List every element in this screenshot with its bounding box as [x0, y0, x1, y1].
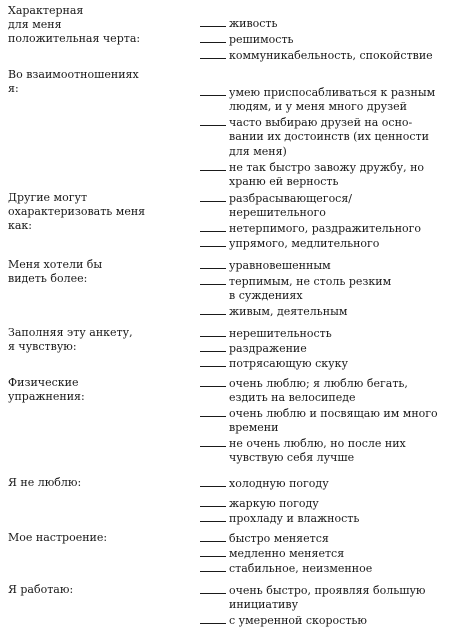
answer-text: уравновешенным [229, 259, 331, 272]
answer-text: нерешительность [229, 327, 332, 340]
answer-blank[interactable] [200, 115, 226, 126]
answer-blank[interactable] [200, 258, 226, 269]
answer-blank[interactable] [200, 191, 226, 202]
answer-blank[interactable] [200, 376, 226, 387]
answer-blank[interactable] [200, 32, 226, 43]
answer-blank[interactable] [200, 613, 226, 624]
answer-blank[interactable] [200, 561, 226, 572]
answer-option[interactable] [200, 376, 408, 391]
answer-text-cont: нерешительного [229, 206, 326, 219]
answer-blank[interactable] [200, 160, 226, 171]
answer-text-cont: людям, и у меня много друзей [229, 100, 407, 113]
answer-text: решимость [229, 33, 294, 46]
question-label-8: Мое настроение: [8, 531, 108, 544]
question-label-5: Заполняя эту анкету, я чувствую: [8, 326, 133, 353]
answer-option[interactable] [200, 496, 319, 511]
answer-text: стабильное, неизменное [229, 562, 373, 575]
question-label-3: Другие могут охарактеризовать меня как: [8, 191, 146, 232]
answer-text-cont: храню ей верность [229, 175, 339, 188]
answer-option[interactable] [200, 613, 367, 628]
answer-blank[interactable] [200, 531, 226, 542]
answer-text: прохладу и влажность [229, 512, 360, 525]
answer-text: с умеренной скоростью [229, 614, 367, 627]
answer-option[interactable] [200, 274, 391, 289]
answer-text: очень люблю; я люблю бегать, [229, 377, 408, 390]
answer-blank[interactable] [200, 341, 226, 352]
answer-text: живым, деятельным [229, 305, 348, 318]
answer-text: упрямого, медлительного [229, 237, 380, 250]
question-label-9: Я работаю: [8, 583, 74, 596]
answer-text: коммуникабельность, спокойствие [229, 49, 433, 62]
answer-text: живость [229, 17, 278, 30]
answer-text-cont: в суждениях [229, 289, 303, 302]
answer-text: очень люблю и посвящаю им много [229, 407, 438, 420]
answer-option[interactable] [200, 436, 406, 451]
answer-text-cont: вании их достоинств (их ценности [229, 130, 429, 143]
answer-text: не так быстро завожу дружбу, но [229, 161, 425, 174]
answer-option[interactable] [200, 561, 372, 576]
answer-blank[interactable] [200, 85, 226, 96]
answer-text: часто выбираю друзей на осно- [229, 116, 413, 129]
answer-option[interactable] [200, 511, 359, 526]
answer-option[interactable] [200, 160, 424, 175]
answer-blank[interactable] [200, 48, 226, 59]
answer-option[interactable] [200, 221, 421, 236]
answer-blank[interactable] [200, 546, 226, 557]
answer-text-cont: чувствую себя лучше [229, 451, 355, 464]
answer-text: умею приспосабливаться к разным [229, 86, 436, 99]
answer-option[interactable] [200, 258, 331, 273]
answer-blank[interactable] [200, 274, 226, 285]
answer-text: жаркую погоду [229, 497, 319, 510]
answer-blank[interactable] [200, 304, 226, 315]
answer-option[interactable] [200, 48, 433, 63]
answer-blank[interactable] [200, 476, 226, 487]
answer-option[interactable] [200, 546, 344, 561]
question-label-4: Меня хотели бы видеть более: [8, 258, 103, 285]
answer-blank[interactable] [200, 436, 226, 447]
answer-blank[interactable] [200, 356, 226, 367]
answer-text: медленно меняется [229, 547, 345, 560]
answer-text: нетерпимого, раздражительного [229, 222, 422, 235]
answer-text-cont: для меня) [229, 145, 287, 158]
answer-option[interactable] [200, 406, 438, 421]
answer-option[interactable] [200, 191, 352, 206]
answer-blank[interactable] [200, 236, 226, 247]
answer-text: разбрасывающегося/ [229, 192, 352, 205]
answer-option[interactable] [200, 356, 348, 371]
answer-text: быстро меняется [229, 532, 329, 545]
answer-option[interactable] [200, 85, 435, 100]
answer-blank[interactable] [200, 511, 226, 522]
answer-blank[interactable] [200, 326, 226, 337]
answer-blank[interactable] [200, 496, 226, 507]
answer-blank[interactable] [200, 583, 226, 594]
answer-text: очень быстро, проявляя большую [229, 584, 426, 597]
answer-option[interactable] [200, 583, 426, 598]
answer-option[interactable] [200, 115, 412, 130]
answer-blank[interactable] [200, 406, 226, 417]
answer-blank[interactable] [200, 16, 226, 27]
answer-text: раздражение [229, 342, 307, 355]
answer-text-cont: времени [229, 421, 279, 434]
question-label-1: Характерная для меня положительная черта: [8, 4, 141, 45]
answer-option[interactable] [200, 236, 379, 251]
answer-blank[interactable] [200, 221, 226, 232]
answer-option[interactable] [200, 326, 332, 341]
question-label-2: Во взаимоотношениях я: [8, 68, 139, 95]
question-label-6: Физические упражнения: [8, 376, 85, 403]
answer-text: не очень люблю, но после них [229, 437, 406, 450]
answer-text: потрясающую скуку [229, 357, 348, 370]
question-label-7: Я не люблю: [8, 476, 82, 489]
answer-option[interactable] [200, 32, 294, 47]
answer-option[interactable] [200, 341, 307, 356]
answer-text: терпимым, не столь резким [229, 275, 392, 288]
answer-option[interactable] [200, 16, 278, 31]
answer-option[interactable] [200, 531, 329, 546]
answer-option[interactable] [200, 476, 329, 491]
answer-text: холодную погоду [229, 477, 329, 490]
answer-text-cont: инициативу [229, 598, 299, 611]
answer-option[interactable] [200, 304, 347, 319]
answer-text-cont: ездить на велосипеде [229, 391, 356, 404]
